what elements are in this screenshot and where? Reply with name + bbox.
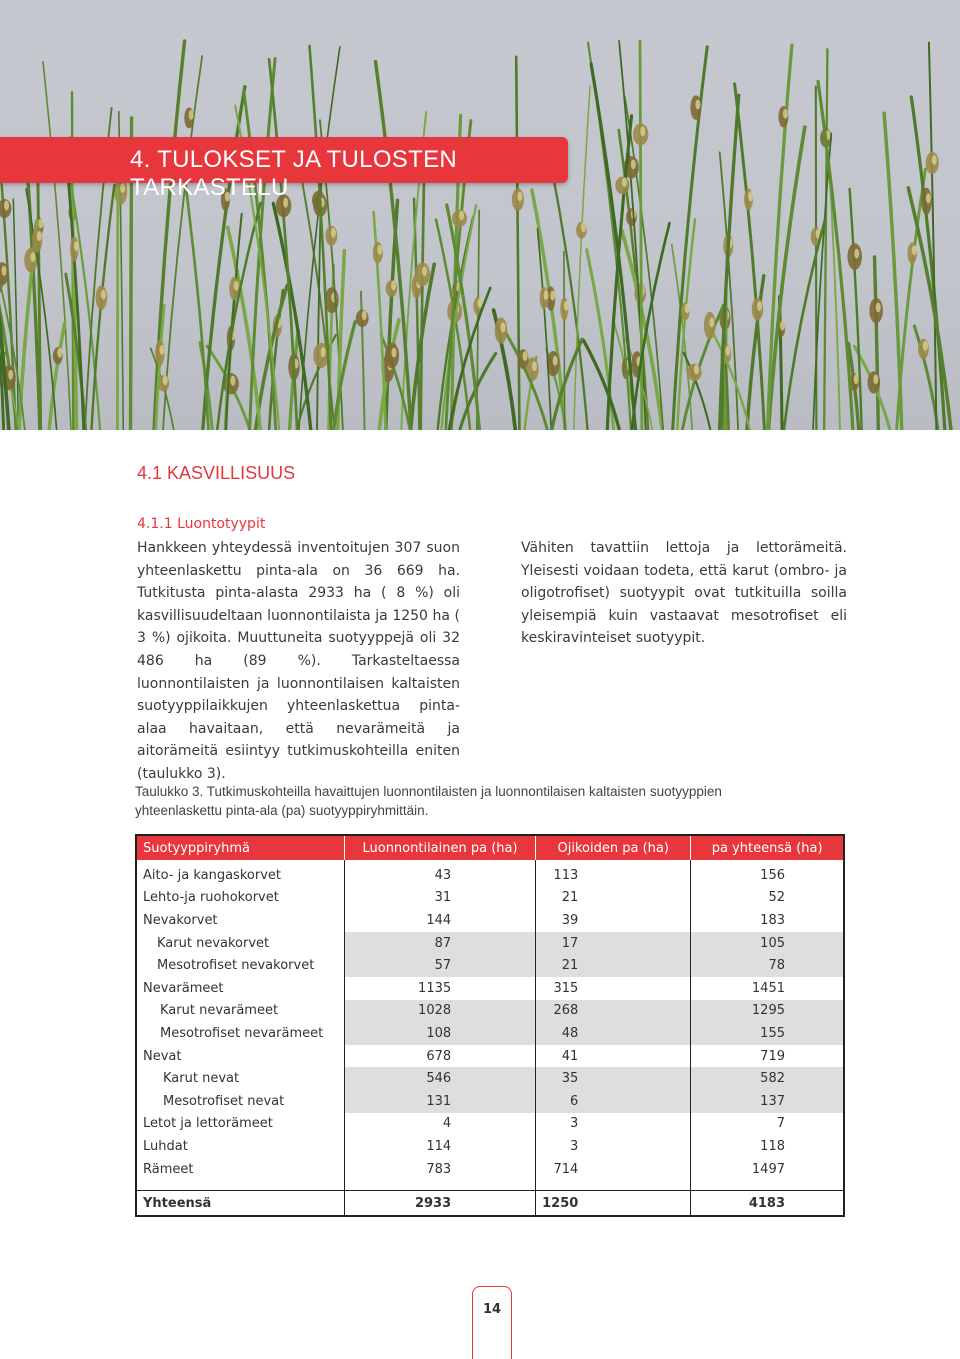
cell-value: 156: [760, 867, 785, 883]
hero-photo-reeds: [0, 0, 960, 430]
cell-value: 7: [776, 1116, 785, 1132]
row-label: Letot ja lettorämeet: [136, 1113, 344, 1136]
data-table: [135, 834, 845, 1217]
table-spacer-row: [136, 1180, 844, 1191]
cell-value: 315: [536, 977, 691, 1000]
section-heading: 4.1 KASVILLISUUS: [137, 463, 296, 483]
table-row: [136, 1022, 844, 1045]
cell-value: 1250: [536, 1191, 691, 1217]
header-cell: Suotyyppiryhmä: [136, 835, 344, 860]
table-row: [136, 909, 844, 932]
cell-value: 31: [344, 887, 535, 910]
table-row: [136, 887, 844, 910]
cell-value: 714: [536, 1158, 691, 1181]
row-label: Karut nevakorvet: [136, 932, 344, 955]
cell-value: 1028: [344, 1000, 535, 1023]
cell-value: 1135: [344, 977, 535, 1000]
cell-value: 582: [691, 1067, 844, 1090]
cell-value: 183: [760, 912, 785, 928]
cell-value: 1497: [751, 1161, 785, 1177]
table-row: [136, 1158, 844, 1181]
table-caption: Taulukko 3. Tutkimuskohteilla havaittujen luonnontilaisten ja luonnontilaisen kaltaisten suotyyppien yhteenlaskettu pinta-ala (pa) suotyyppiryhmittäin.: [135, 784, 722, 818]
cell-value: 783: [344, 1158, 535, 1181]
table-row: [136, 1113, 844, 1136]
cell-value: 113: [536, 860, 691, 887]
table-row: [136, 1090, 844, 1113]
cell-value: 137: [691, 1090, 844, 1113]
row-label: Rämeet: [136, 1158, 344, 1181]
cell-value: 41: [536, 1045, 691, 1068]
table-total-row: [136, 1191, 844, 1217]
header-cell: Luonnontilainen pa (ha): [344, 835, 535, 860]
cell-value: 155: [691, 1022, 844, 1045]
cell-value: 35: [536, 1067, 691, 1090]
cell-value: 4183: [691, 1191, 844, 1217]
body-paragraph-right: Vähiten tavattiin lettoja ja lettorämeitä. Yleisesti voidaan todeta, että karut (ombro- ja oligotrofiset) suotyypit ovat tutkituilla soilla yleisempiä kuin vastaavat mesotrofiset eli keskiravinteiset suotyypit.: [521, 540, 847, 647]
subsection-heading: 4.1.1 Luontotyypit: [137, 516, 266, 532]
cell-value: 6: [536, 1090, 691, 1113]
table-row: [136, 1067, 844, 1090]
row-label: Luhdat: [136, 1135, 344, 1158]
row-label: Nevat: [136, 1045, 344, 1068]
cell-value: 268: [536, 1000, 691, 1023]
cell-value: 43: [344, 860, 535, 887]
cell-value: 87: [344, 932, 535, 955]
row-label: Karut nevat: [136, 1067, 344, 1090]
cell-value: 144: [344, 909, 535, 932]
cell-value: 546: [344, 1067, 535, 1090]
cell-value: 114: [344, 1135, 535, 1158]
row-label: Karut nevarämeet: [136, 1000, 344, 1023]
table-header-row: [136, 835, 844, 860]
body-paragraph-left: Hankkeen yhteydessä inventoitujen 307 suon yhteenlaskettu pinta-ala on 36 669 ha. Tutkitusta pinta-alasta 2933 ha ( 8 %) oli kasvillisuudeltaan luonnontilaista ja 1250 ha ( 3 %) ojikoita. Muuttuneita suotyyppejä oli 32 486 ha (89 %). Tarkasteltaessa luonnontilaisten ja luonnontilaisen kaltaisten suotyyppilaikkujen yhteenlaskettua pinta-alaa havaitaan, että nevarämeitä ja aitorämeitä esiintyy tutkimuskohteilla eniten (taulukko 3).: [137, 540, 460, 782]
table-row: [136, 954, 844, 977]
cell-value: 57: [344, 954, 535, 977]
cell-value: 131: [344, 1090, 535, 1113]
cell-value: 21: [536, 954, 691, 977]
table-row: [136, 977, 844, 1000]
row-label: Mesotrofiset nevarämeet: [136, 1022, 344, 1045]
cell-value: 105: [691, 932, 844, 955]
cell-value: 78: [691, 954, 844, 977]
cell-value: 719: [760, 1048, 785, 1064]
cell-value: 1451: [751, 980, 785, 996]
cell-value: 52: [768, 890, 785, 906]
cell-value: 3: [536, 1113, 691, 1136]
table-row: [136, 1135, 844, 1158]
header-cell: Ojikoiden pa (ha): [536, 835, 691, 860]
table-row: [136, 1000, 844, 1023]
cell-value: 108: [344, 1022, 535, 1045]
page-number: 14: [482, 1302, 502, 1317]
cell-value: 21: [536, 887, 691, 910]
row-label: Nevarämeet: [136, 977, 344, 1000]
table-row: [136, 860, 844, 887]
cell-value: 1295: [691, 1000, 844, 1023]
cell-value: 4: [344, 1113, 535, 1136]
chapter-title: 4. TULOKSET JA TULOSTEN TARKASTELU: [130, 146, 458, 201]
row-label: Mesotrofiset nevat: [136, 1090, 344, 1113]
row-label: Nevakorvet: [136, 909, 344, 932]
cell-value: 39: [536, 909, 691, 932]
cell-value: 118: [760, 1138, 785, 1154]
table-row: [136, 932, 844, 955]
table-row: [136, 1045, 844, 1068]
cell-value: 17: [536, 932, 691, 955]
reed-illustration: [0, 0, 960, 430]
cell-value: 2933: [344, 1191, 535, 1217]
header-cell: pa yhteensä (ha): [691, 835, 844, 860]
row-label: Mesotrofiset nevakorvet: [136, 954, 344, 977]
row-label: Lehto-ja ruohokorvet: [136, 887, 344, 910]
page-number-tab: [472, 1286, 512, 1359]
cell-value: 678: [344, 1045, 535, 1068]
row-label: Yhteensä: [136, 1191, 344, 1217]
chapter-banner: [0, 137, 568, 201]
cell-value: 3: [536, 1135, 691, 1158]
cell-value: 48: [536, 1022, 691, 1045]
row-label: Aito- ja kangaskorvet: [136, 860, 344, 887]
